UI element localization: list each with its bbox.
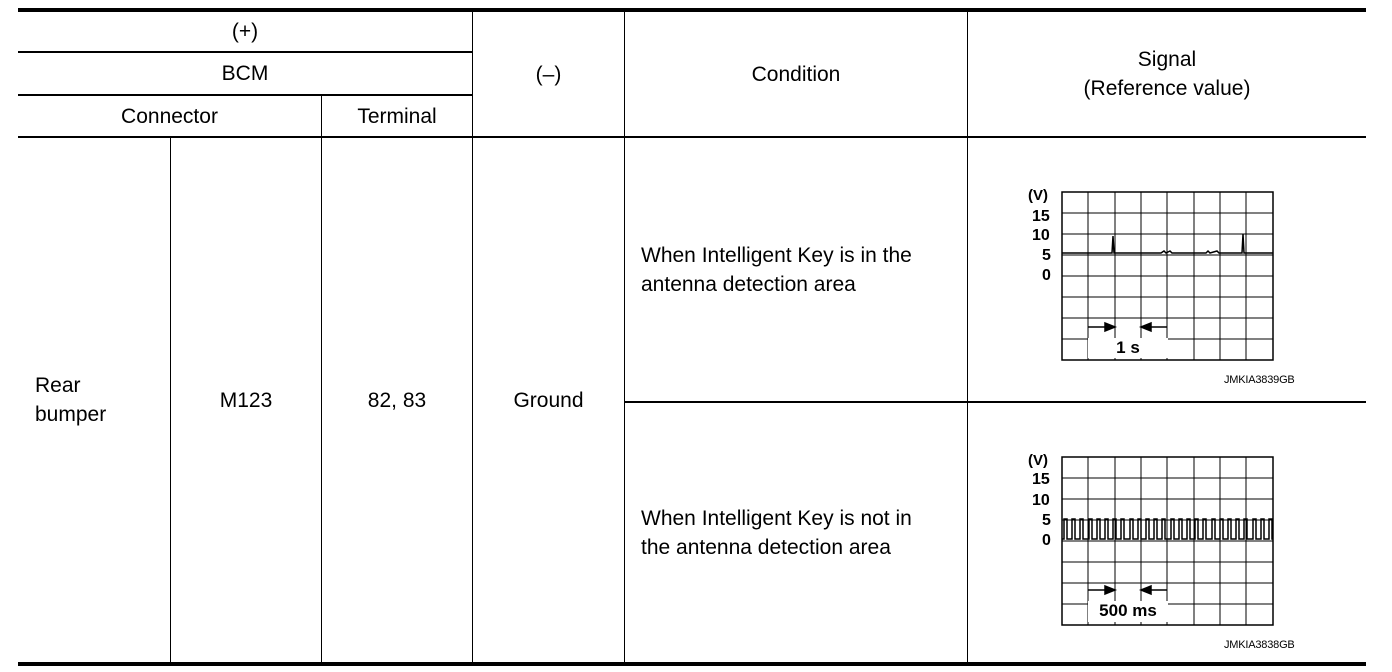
waveform-graph <box>1028 180 1328 395</box>
grid <box>1062 192 1273 360</box>
header-minus: (–) <box>535 62 562 86</box>
y-tick-label: 0 <box>1042 532 1051 549</box>
time-scale-label: 500 ms <box>1099 601 1157 620</box>
y-tick-label: 10 <box>1032 227 1050 244</box>
y-tick-label: 5 <box>1042 512 1051 529</box>
harness-location: Rear bumper <box>35 374 107 426</box>
grid <box>1062 457 1273 625</box>
table-bottom-rule <box>18 662 1366 666</box>
time-scale-marker <box>1088 586 1167 594</box>
figure-code: JMKIA3839GB <box>1224 374 1295 386</box>
header-terminal: Terminal <box>357 104 437 128</box>
y-tick-label: 10 <box>1032 492 1050 509</box>
condition-text: When Intelligent Key is not in the antenna detection area <box>641 506 912 559</box>
y-axis-unit: (V) <box>1028 187 1048 204</box>
header-connector: Connector <box>121 104 218 128</box>
time-scale-label: 1 s <box>1116 338 1140 357</box>
connector-number: M123 <box>219 388 273 412</box>
header-bcm: BCM <box>221 62 269 85</box>
header-plus: (+) <box>231 20 259 43</box>
y-tick-label: 15 <box>1032 208 1050 225</box>
condition-text: When Intelligent Key is in the antenna detection area <box>641 243 912 296</box>
y-tick-label: 5 <box>1042 247 1051 264</box>
header-condition: Condition <box>751 62 841 86</box>
header-signal: Signal (Reference value) <box>1083 48 1251 100</box>
y-axis-unit: (V) <box>1028 452 1048 469</box>
time-scale-marker <box>1088 323 1167 331</box>
y-tick-label: 0 <box>1042 267 1051 284</box>
figure-code: JMKIA3838GB <box>1224 639 1295 651</box>
waveform-graph <box>1028 445 1328 660</box>
terminal-numbers: 82, 83 <box>367 388 427 412</box>
ground-label: Ground <box>513 388 584 412</box>
oscilloscope-waveform <box>1028 180 1328 395</box>
y-tick-label: 15 <box>1032 471 1050 488</box>
oscilloscope-waveform <box>1028 445 1328 660</box>
